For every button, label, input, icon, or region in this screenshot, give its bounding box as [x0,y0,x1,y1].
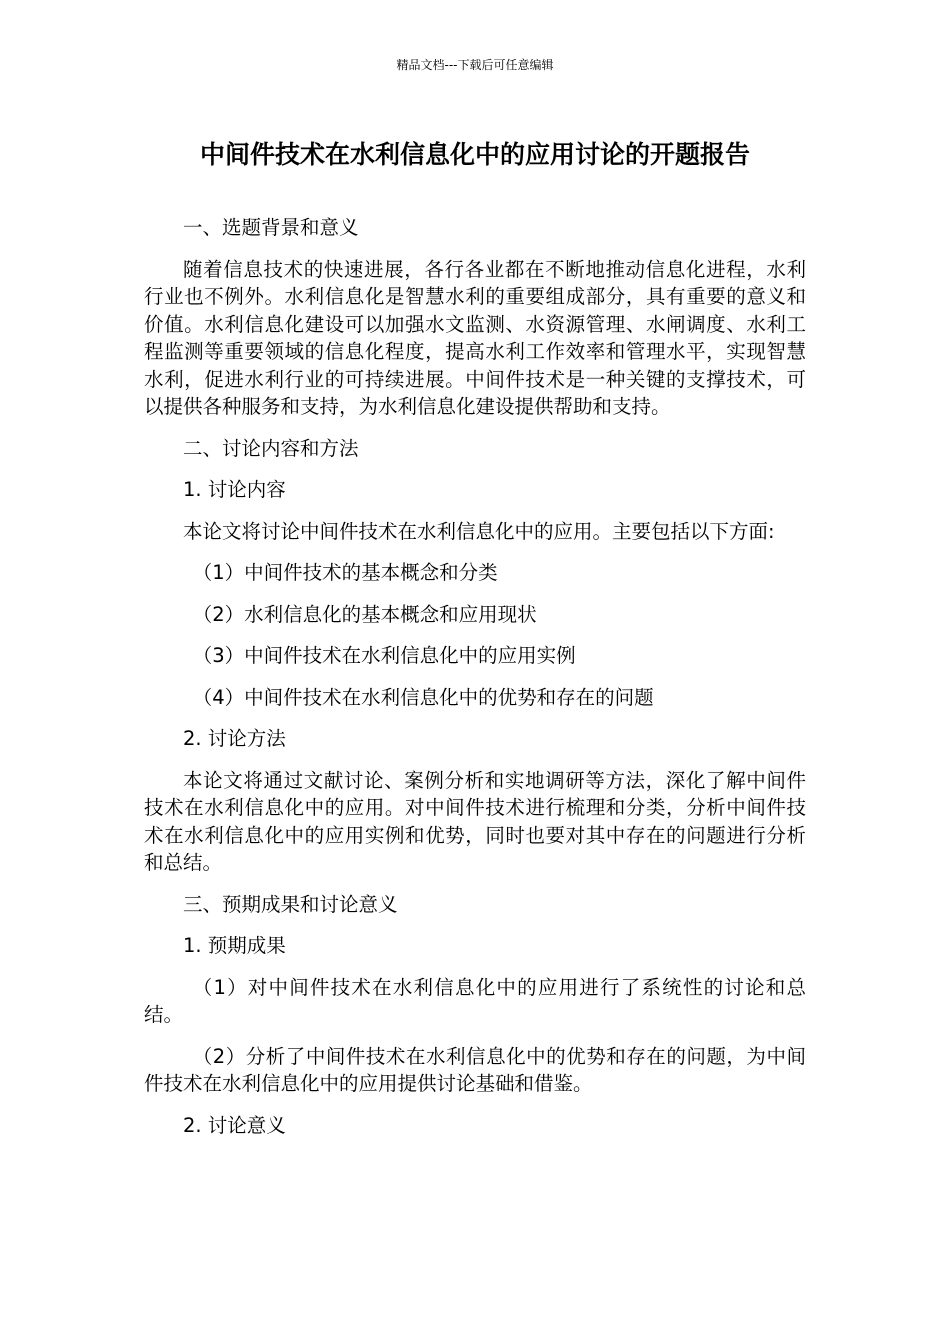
paragraph-content-intro: 本论文将讨论中间件技术在水利信息化中的应用。主要包括以下方面: [183,519,775,543]
section-heading-background: 一、选题背景和意义 [183,216,359,239]
document-title: 中间件技术在水利信息化中的应用讨论的开题报告 [199,140,750,169]
list-item: （3）中间件技术在水利信息化中的应用实例 [192,644,576,667]
list-item: （1）对中间件技术在水利信息化中的应用进行了系统性的讨论和总结。 [144,975,806,1026]
list-item: （2）分析了中间件技术在水利信息化中的优势和存在的问题，为中间件技术在水利信息化中的应用提供讨论基础和借鉴。 [144,1044,806,1095]
paragraph-method: 本论文将通过文献讨论、案例分析和实地调研等方法，深化了解中间件技术在水利信息化中的应用。对中间件技术进行梳理和分类，分析中间件技术在水利信息化中的应用实例和优势，同时也要对其中存在的问题进行分析和总结。 [144,768,806,874]
list-item: （4）中间件技术在水利信息化中的优势和存在的问题 [192,685,654,709]
subheading-expected-results: 1. 预期成果 [183,934,286,957]
section-heading-results: 三、预期成果和讨论意义 [183,892,398,916]
paragraph-background: 随着信息技术的快速进展，各行各业都在不断地推动信息化进程，水利行业也不例外。水利信息化是智慧水利的重要组成部分，具有重要的意义和价值。水利信息化建设可以加强水文监测、水资源管理、水闸调度、水利工程监测等重要领域的信息化程度，提高水利工作效率和管理水平，实现智慧水利，促进水利行业的可持续进展。中间件技术是一种关键的支撑技术，可以提供各种服务和支持，为水利信息化建设提供帮助和支持。 [144,257,806,418]
subheading-method: 2. 讨论方法 [183,727,286,750]
subheading-content: 1. 讨论内容 [183,478,286,501]
list-item: （2）水利信息化的基本概念和应用现状 [192,602,537,626]
section-heading-content-method: 二、讨论内容和方法 [183,436,359,460]
header-note: 精品文档---下载后可任意编辑 [396,58,554,72]
document-body [144,214,806,1153]
list-item: （1）中间件技术的基本概念和分类 [192,561,498,584]
subheading-significance: 2. 讨论意义 [183,1113,286,1137]
